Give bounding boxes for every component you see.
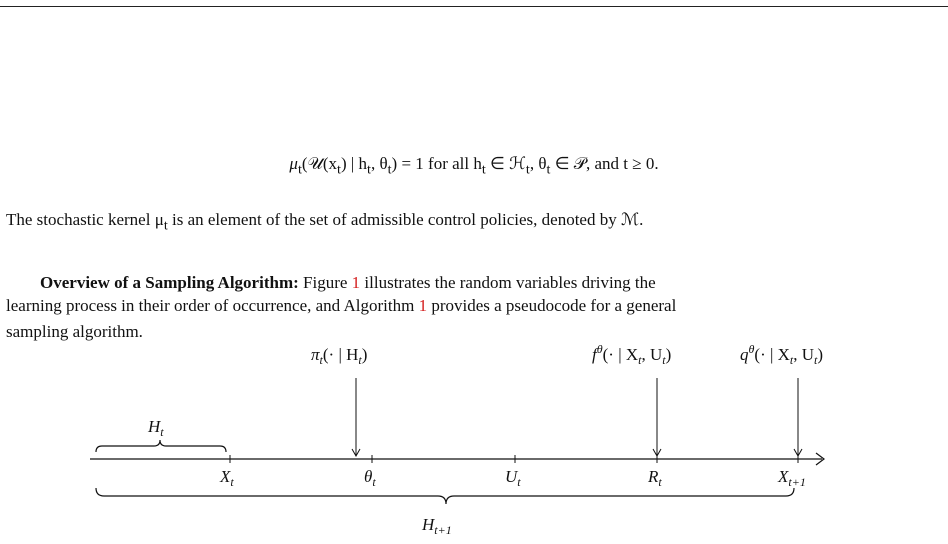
axis-label-r-t: $R_t$	[648, 467, 662, 489]
overview-line-3: sampling algorithm.	[6, 322, 143, 341]
axis-label-theta-t: $\theta_t$	[364, 467, 376, 489]
algorithm-ref-link[interactable]: 1	[418, 296, 428, 315]
q-label: $q^\theta(\cdot$ | $X_t$, $U_t$)	[740, 342, 824, 367]
h-t-label: $H_t$	[148, 417, 164, 439]
f-label: $f^\theta(\cdot$ | $X_t$, $U_t$)	[592, 342, 672, 367]
axis-label-u-t: $U_t$	[505, 467, 521, 489]
figure-ref-link[interactable]: 1	[351, 273, 361, 292]
timeline-figure	[0, 330, 948, 544]
top-rule	[0, 6, 948, 7]
brace-h-t1	[96, 488, 794, 504]
pi-label: $\pi_t(\cdot$ | $H_t$)	[311, 345, 368, 367]
axis-label-x-t1: $X_{t+1}$	[778, 467, 806, 489]
h-t1-label: $H_{t+1}$	[422, 515, 452, 537]
overview-line-2: learning process in their order of occurrence, and Algorithm 1 provides a pseudocode for a general	[6, 296, 677, 315]
axis-label-x-t: $X_t$	[220, 467, 234, 489]
overview-line-1: Overview of a Sampling Algorithm: Figure 1 illustrates the random variables driving the	[40, 273, 656, 292]
kernel-paragraph: The stochastic kernel $\mu_t$ is an element of the set of admissible control policies, denoted by ℳ.	[6, 210, 644, 234]
policy-constraint-equation: $\mu_t(𝒰(x_t)$ | $h_t$, $\theta_t) = 1$ for all $h_t$ ∈ ℋ$_t$, $\theta_t$ ∈ 𝒫, and t ≥ 0.	[289, 154, 659, 178]
brace-h-t	[96, 440, 226, 452]
overview-heading: Overview of a Sampling Algorithm:	[40, 273, 299, 292]
